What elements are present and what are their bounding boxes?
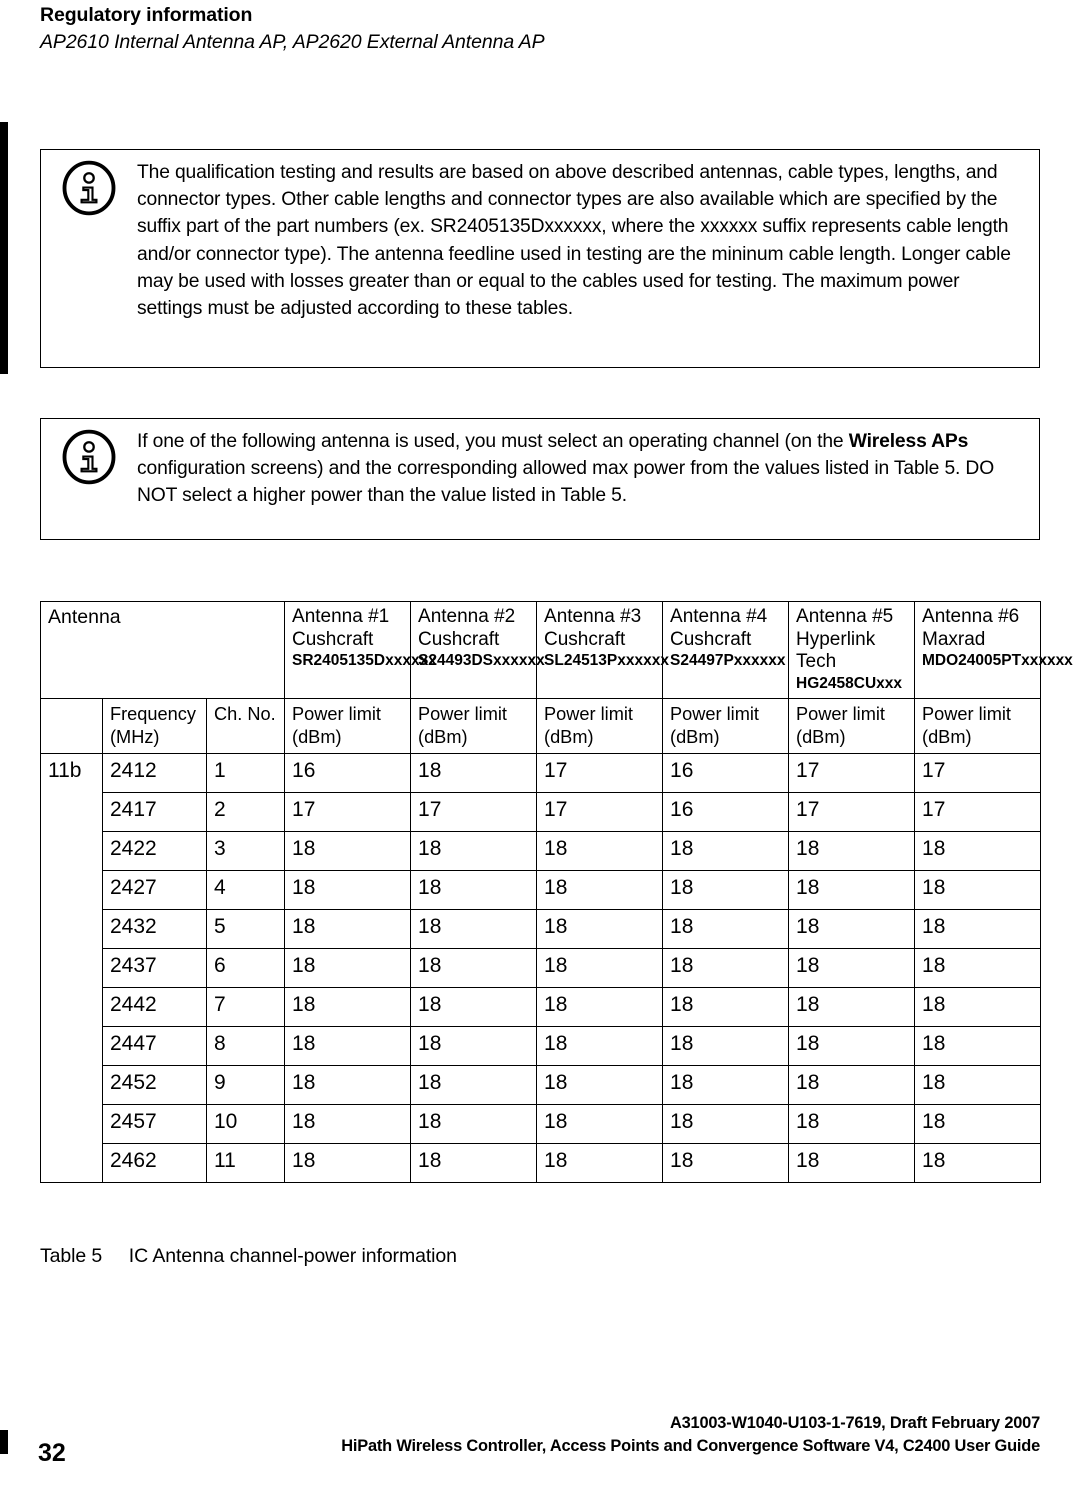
antenna-4-name: Antenna #4 Cushcraft (670, 606, 768, 650)
antenna-power-table (40, 601, 1073, 1183)
cell-power-limit-antenna-2: 18 (411, 753, 537, 792)
cell-power-limit-antenna-6: 18 (915, 1026, 1041, 1065)
subheader-cell-power-4: Power limit (dBm) (663, 698, 789, 753)
subheader-cell-frequency: Frequency (MHz) (103, 698, 207, 753)
cell-power-limit-antenna-4: 18 (663, 1026, 789, 1065)
cell-power-limit-antenna-2: 18 (411, 948, 537, 987)
subheader-cell-power-6: Power limit (dBm) (915, 698, 1041, 753)
cell-power-limit-antenna-4: 18 (663, 948, 789, 987)
cell-power-limit-antenna-6: 18 (915, 948, 1041, 987)
cell-frequency: 2427 (103, 870, 207, 909)
antenna-6-part: MDO24005PTxxxxxx (922, 652, 1073, 669)
antenna-5-part: HG2458CUxxx (796, 674, 902, 692)
antenna-1-name: Antenna #1 Cushcraft (292, 606, 390, 650)
cell-power-limit-antenna-3: 18 (537, 948, 663, 987)
cell-power-limit-antenna-5: 17 (789, 753, 915, 792)
page-title: Regulatory information (40, 4, 253, 26)
table-row (41, 753, 1041, 792)
cell-band-label: 11b (41, 753, 103, 1182)
subheader-cell-power-2: Power limit (dBm) (411, 698, 537, 753)
cell-power-limit-antenna-1: 18 (285, 1026, 411, 1065)
cell-frequency: 2457 (103, 1104, 207, 1143)
cell-power-limit-antenna-1: 18 (285, 1104, 411, 1143)
page-footer (0, 1412, 1076, 1482)
cell-frequency: 2412 (103, 753, 207, 792)
cell-power-limit-antenna-3: 18 (537, 1065, 663, 1104)
cell-power-limit-antenna-2: 17 (411, 792, 537, 831)
cell-power-limit-antenna-4: 18 (663, 909, 789, 948)
cell-power-limit-antenna-4: 16 (663, 792, 789, 831)
cell-power-limit-antenna-4: 18 (663, 831, 789, 870)
header-cell-antenna-3 (537, 602, 669, 699)
cell-channel: 9 (207, 1065, 285, 1104)
page-number: 32 (38, 1439, 66, 1467)
table-row (41, 792, 1041, 831)
cell-power-limit-antenna-5: 18 (789, 1143, 915, 1182)
cell-power-limit-antenna-4: 16 (663, 753, 789, 792)
note-text-emphasis-wireless-aps: Wireless APs (848, 431, 969, 452)
cell-power-limit-antenna-3: 18 (537, 1026, 663, 1065)
cell-power-limit-antenna-3: 18 (537, 1143, 663, 1182)
cell-power-limit-antenna-4: 18 (663, 1065, 789, 1104)
cell-power-limit-antenna-2: 18 (411, 831, 537, 870)
table-body (41, 753, 1041, 1182)
table-row (41, 870, 1041, 909)
footer-text-block (341, 1412, 1040, 1458)
cell-channel: 5 (207, 909, 285, 948)
note-text-segment-1: If one of the following antenna is used, you must select an operating channel (on the (137, 431, 849, 452)
cell-frequency: 2417 (103, 792, 207, 831)
cell-power-limit-antenna-5: 18 (789, 1065, 915, 1104)
antenna-1-part: SR2405135Dxxxxxx (292, 652, 437, 669)
cell-power-limit-antenna-6: 18 (915, 1065, 1041, 1104)
table-row (41, 1026, 1041, 1065)
cell-frequency: 2442 (103, 987, 207, 1026)
cell-frequency: 2452 (103, 1065, 207, 1104)
antenna-power-table-wrapper (40, 601, 1073, 1183)
cell-power-limit-antenna-3: 17 (537, 753, 663, 792)
cell-channel: 10 (207, 1104, 285, 1143)
note-text-channel-selection (137, 419, 1039, 518)
cell-power-limit-antenna-3: 18 (537, 987, 663, 1026)
cell-power-limit-antenna-1: 18 (285, 987, 411, 1026)
cell-channel: 1 (207, 753, 285, 792)
note-box-channel-selection (40, 418, 1040, 540)
cell-frequency: 2447 (103, 1026, 207, 1065)
cell-power-limit-antenna-3: 18 (537, 909, 663, 948)
note-icon-cell (41, 419, 137, 485)
cell-channel: 7 (207, 987, 285, 1026)
page-subtitle: AP2610 Internal Antenna AP, AP2620 External Antenna AP (40, 31, 545, 53)
table-row (41, 909, 1041, 948)
table-row (41, 948, 1041, 987)
table-row (41, 1065, 1041, 1104)
cell-power-limit-antenna-1: 18 (285, 870, 411, 909)
header-cell-antenna-1 (285, 602, 437, 699)
cell-power-limit-antenna-4: 18 (663, 870, 789, 909)
cell-power-limit-antenna-3: 18 (537, 1104, 663, 1143)
cell-power-limit-antenna-5: 18 (789, 948, 915, 987)
cell-frequency: 2462 (103, 1143, 207, 1182)
info-icon (61, 429, 117, 485)
table-row (41, 831, 1041, 870)
subheader-cell-power-1: Power limit (dBm) (285, 698, 411, 753)
antenna-3-part: SL24513Pxxxxxx (544, 652, 669, 669)
note-text-segment-2: configuration screens) and the corresponding allowed max power from the values listed in Table 5. DO NOT select a higher power than the value listed in Table 5. (137, 458, 995, 507)
table-caption-label: Table 5 (40, 1245, 103, 1267)
cell-channel: 11 (207, 1143, 285, 1182)
table-header-row-units (41, 698, 1041, 753)
cell-power-limit-antenna-1: 18 (285, 1143, 411, 1182)
cell-power-limit-antenna-1: 18 (285, 948, 411, 987)
cell-power-limit-antenna-1: 17 (285, 792, 411, 831)
cell-power-limit-antenna-6: 17 (915, 792, 1041, 831)
cell-power-limit-antenna-3: 18 (537, 870, 663, 909)
cell-power-limit-antenna-6: 18 (915, 987, 1041, 1026)
cell-power-limit-antenna-1: 18 (285, 831, 411, 870)
cell-power-limit-antenna-2: 18 (411, 870, 537, 909)
cell-power-limit-antenna-4: 18 (663, 1143, 789, 1182)
cell-power-limit-antenna-2: 18 (411, 909, 537, 948)
cell-power-limit-antenna-3: 17 (537, 792, 663, 831)
cell-channel: 8 (207, 1026, 285, 1065)
cell-power-limit-antenna-5: 18 (789, 1104, 915, 1143)
cell-power-limit-antenna-5: 17 (789, 792, 915, 831)
subheader-cell-power-5: Power limit (dBm) (789, 698, 915, 753)
header-cell-antenna-6 (915, 602, 1073, 699)
subheader-cell-band (41, 698, 103, 753)
cell-power-limit-antenna-4: 18 (663, 1104, 789, 1143)
antenna-5-name: Antenna #5 Hyperlink Tech (796, 606, 894, 672)
cell-power-limit-antenna-6: 18 (915, 870, 1041, 909)
cell-power-limit-antenna-2: 18 (411, 1143, 537, 1182)
header-cell-antenna-5 (789, 602, 915, 699)
header-cell-antenna-4 (663, 602, 789, 699)
table-caption (40, 1243, 457, 1269)
cell-power-limit-antenna-2: 18 (411, 1065, 537, 1104)
cell-power-limit-antenna-6: 17 (915, 753, 1041, 792)
cell-power-limit-antenna-5: 18 (789, 831, 915, 870)
cell-frequency: 2432 (103, 909, 207, 948)
note-icon-cell (41, 150, 137, 216)
table-header-row-antennas (41, 602, 1041, 699)
footer-document-id: A31003-W1040-U103-1-7619, Draft February 2007 (669, 1414, 1040, 1432)
cell-power-limit-antenna-3: 18 (537, 831, 663, 870)
header-cell-antenna-2 (411, 602, 545, 699)
subheader-cell-channel: Ch. No. (207, 698, 285, 753)
header-cell-antenna: Antenna (41, 602, 285, 699)
antenna-2-name: Antenna #2 Cushcraft (418, 606, 516, 650)
antenna-3-name: Antenna #3 Cushcraft (544, 606, 642, 650)
cell-power-limit-antenna-2: 18 (411, 987, 537, 1026)
table-row (41, 987, 1041, 1026)
page-header (40, 0, 1040, 56)
change-bar-note-section (0, 122, 8, 374)
cell-frequency: 2437 (103, 948, 207, 987)
cell-channel: 2 (207, 792, 285, 831)
cell-channel: 3 (207, 831, 285, 870)
antenna-2-part: S24493DSxxxxxx (418, 652, 545, 669)
cell-power-limit-antenna-2: 18 (411, 1026, 537, 1065)
antenna-6-name: Antenna #6 Maxrad (922, 606, 1020, 650)
note-box-qualification-testing (40, 149, 1040, 368)
cell-channel: 4 (207, 870, 285, 909)
cell-power-limit-antenna-4: 18 (663, 987, 789, 1026)
cell-power-limit-antenna-6: 18 (915, 831, 1041, 870)
cell-power-limit-antenna-6: 18 (915, 1104, 1041, 1143)
cell-power-limit-antenna-1: 18 (285, 909, 411, 948)
info-icon (61, 160, 117, 216)
cell-channel: 6 (207, 948, 285, 987)
note-text-qualification-testing: The qualification testing and results are based on above described antennas, cable types, lengths, and connector types. Other cable lengths and connector types are also available which are specified by the suffix part of the part numbers (ex. SR2405135Dxxxxxx, where the xxxxxx suffix represents cable length and/or connector type). The antenna feedline used in testing are the mininum cable length. Longer cable may be used with losses greater than or equal to the cables used for testing. The maximum power settings must be adjusted according to these tables. (137, 162, 1011, 320)
cell-power-limit-antenna-2: 18 (411, 1104, 537, 1143)
cell-power-limit-antenna-1: 16 (285, 753, 411, 792)
cell-power-limit-antenna-5: 18 (789, 909, 915, 948)
table-row (41, 1104, 1041, 1143)
table-row (41, 1143, 1041, 1182)
cell-frequency: 2422 (103, 831, 207, 870)
footer-product-name: HiPath Wireless Controller, Access Points and Convergence Software V4, C2400 User Guide (341, 1437, 1040, 1455)
table-head (41, 602, 1073, 754)
cell-power-limit-antenna-6: 18 (915, 909, 1041, 948)
cell-power-limit-antenna-6: 18 (915, 1143, 1041, 1182)
cell-power-limit-antenna-1: 18 (285, 1065, 411, 1104)
subheader-cell-power-3: Power limit (dBm) (537, 698, 663, 753)
table-caption-text: IC Antenna channel-power information (128, 1245, 457, 1267)
antenna-4-part: S24497Pxxxxxx (670, 652, 786, 669)
cell-power-limit-antenna-5: 18 (789, 870, 915, 909)
cell-power-limit-antenna-5: 18 (789, 987, 915, 1026)
cell-power-limit-antenna-5: 18 (789, 1026, 915, 1065)
